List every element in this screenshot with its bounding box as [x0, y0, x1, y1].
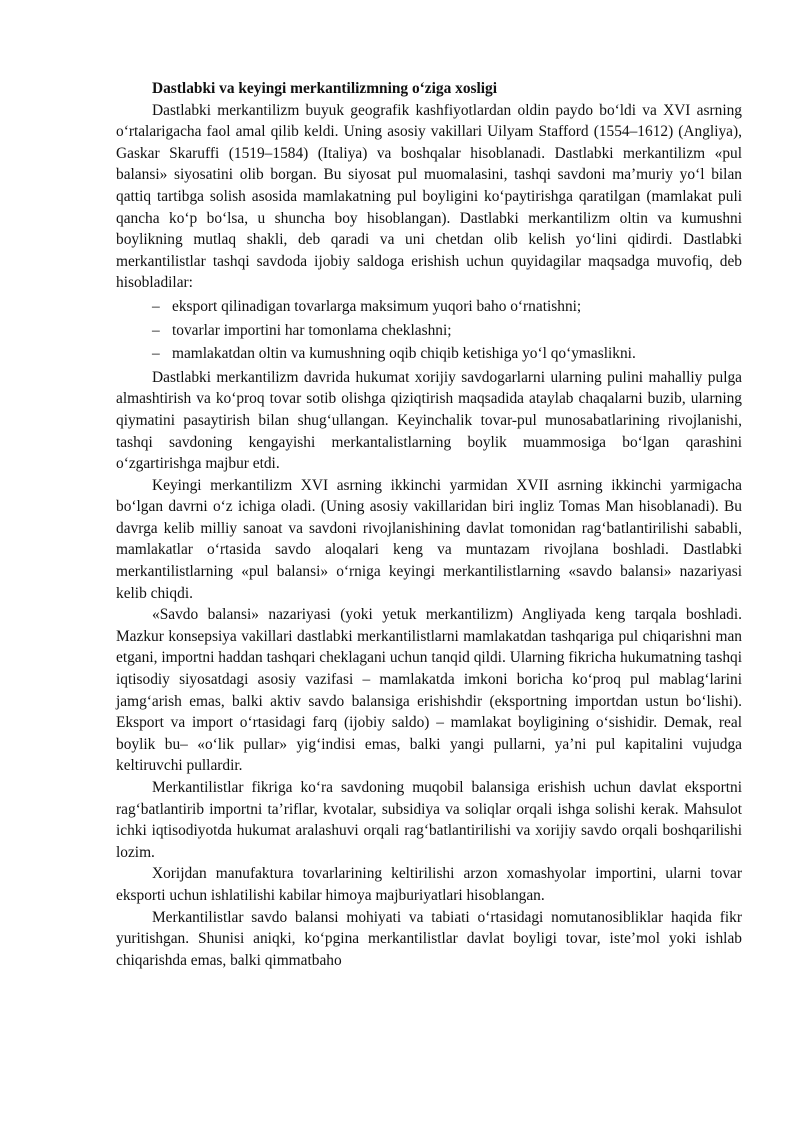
paragraph-protection: Xorijdan manufaktura tovarlarining keltirilishi arzon xomashyolar importini, ularni tovar eksporti uchun ishlatilishi kabilar himoya majburiyatlari hisoblangan.	[116, 865, 742, 904]
list-item-text: mamlakatdan oltin va kumushning oqib chiqib ketishiga yo‘l qo‘ymaslikni.	[172, 345, 636, 363]
list-item	[116, 320, 742, 342]
paragraph-government-policy: Dastlabki merkantilizm davrida hukumat xorijiy savdogarlarni ularning pulini mahalliy pulga almashtirish va ko‘proq tovar sotib olishga qiziqtirish maqsadida ataylab chaqalarni buzib, ularning qiymatini pasaytirish bilan shug‘ullangan. Keyinchalik tovar-pul munosabatlarining rivojlanishi, tashqi savdoning kengayishi merkantalistlarning boylik muammosiga bo‘lgan qarashini o‘zgartirishga majbur etdi.	[116, 368, 742, 473]
document-page	[116, 78, 742, 971]
paragraph-state-role: Merkantilistlar fikriga ko‘ra savdoning muqobil balansiga erishish uchun davlat eksportni rag‘batlantirib importni ta’riflar, kvotalar, subsidiya va soliqlar orqali ishga solishi kerak. Mahsulot ichki iqtisodiyotda hukumat aralashuvi orqali rag‘batlantirilishi va xorijiy savdo orqali boshqarilishi lozim.	[116, 779, 742, 861]
dash-marker: –	[152, 345, 160, 363]
paragraph-early-mercantilism: Dastlabki merkantilizm buyuk geografik kashfiyotlardan oldin paydo bo‘ldi va XVI asrning o‘rtalarigacha faol amal qilib keldi. Uning asosiy vakillari Uilyam Stafford (1554–1612) (Angliya), Gaskar Skaruffi (1519–1584) (Italiya) va boshqalar hisoblanadi. Dastlabki merkantilizm «pul balansi» siyosatini olib borgan. Bu siyosat pul muomalasini, tashqi savdoni ma’muriy yo‘l bilan qattiq tartibga solish asosida mamlakatning pul boyligini ko‘paytirishga qaratilgan (mamlakat puli qancha ko‘p bo‘lsa, u shuncha boy hisoblangan). Dastlabki merkantilizm oltin va kumushni boylikning mutlaq shakli, deb qaradi va uni chetdan olib kelish yo‘lini qidirdi. Dastlabki merkantilistlar tashqi savdoda ijobiy saldoga erishish uchun quyidagilar maqsadga muvofiq, deb hisobladilar:	[116, 101, 742, 292]
dash-marker: –	[152, 321, 160, 339]
paragraph-imbalances: Merkantilistlar savdo balansi mohiyati va tabiati o‘rtasidagi nomutanosibliklar haqida fikr yuritishgan. Shunisi aniqki, ko‘pgina merkantilistlar davlat boyligi tovar, iste’mol yoki ishlab chiqarishda emas, balki qimmatbaho	[116, 908, 742, 969]
paragraph-late-mercantilism: Keyingi merkantilizm XVI asrning ikkinchi yarmidan XVII asrning ikkinchi yarmigacha bo‘lgan davrni o‘z ichiga oladi. (Uning asosiy vakillaridan biri ingliz Tomas Man hisoblanadi). Bu davrga kelib milliy sanoat va savdoni rivojlanishining davlat tomonidan rag‘batlantirilishi sababli, mamlakatlar o‘rtasida savdo aloqalari keng va muntazam rivojlana boshladi. Dastlabki merkantilistlarning «pul balansi» o‘rniga keyingi merkantilistlarning «savdo balansi» nazariyasi kelib chiqdi.	[116, 476, 742, 602]
list-item	[116, 343, 742, 365]
list-item-text: eksport qilinadigan tovarlarga maksimum yuqori baho o‘rnatishni;	[172, 297, 582, 315]
dash-marker: –	[152, 297, 160, 315]
list-item	[116, 296, 742, 318]
list-item-text: tovarlar importini har tomonlama cheklashni;	[172, 321, 452, 339]
goals-list	[116, 296, 742, 365]
paragraph-trade-balance: «Savdo balansi» nazariyasi (yoki yetuk merkantilizm) Angliyada keng tarqala boshladi. Mazkur konsepsiya vakillari dastlabki merkantilistlarni mamlakatdan tashqariga pul chiqarishni man etgani, importni haddan tashqari cheklagani uchun tanqid qildi. Ularning fikricha hukumatning tashqi iqtisodiy siyosatdagi asosiy vazifasi – mamlakatda imkoni boricha ko‘proq pul mablag‘larini jamg‘arish emas, balki aktiv savdo balansiga erishishdir (eksportning importdan ustun bo‘lishi). Eksport va import o‘rtasidagi farq (ijobiy saldo) – mamlakat boyligining o‘sishidir. Demak, real boylik bu– «o‘lik pullar» yig‘indisi emas, balki yangi pullarni, ya’ni pul kapitalini vujudga keltiruvchi pullardir.	[116, 606, 742, 775]
section-title: Dastlabki va keyingi merkantilizmning o‘ziga xosligi	[152, 80, 498, 97]
